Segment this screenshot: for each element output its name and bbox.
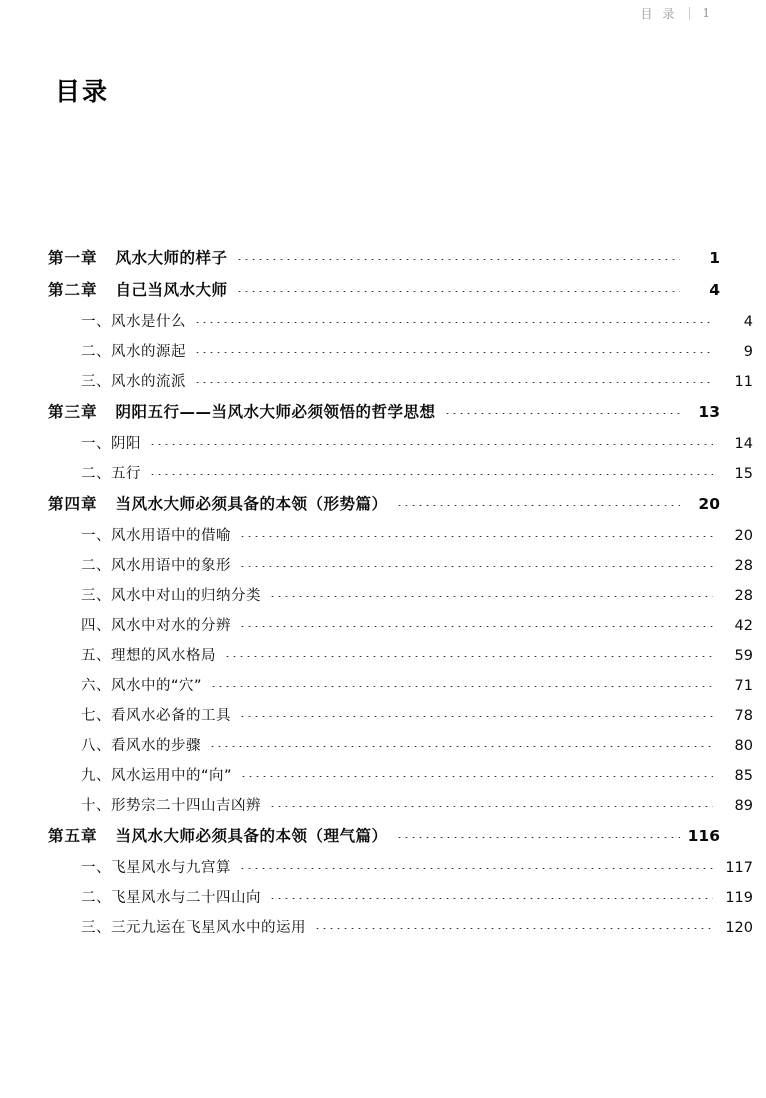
entry-label: 九、风水运用中的“向” [81,768,233,784]
running-header-page-number: 1 [702,6,710,20]
dot-leader [444,408,680,414]
toc-entry-chapter[interactable] [48,246,720,268]
entry-page-number: 13 [698,403,720,421]
toc-entry-section[interactable] [48,614,753,635]
entry-page-number: 4 [743,314,753,330]
chapter-number: 第三章 [48,403,98,421]
entry-label: 阴阳五行——当风水大师必须领悟的哲学思想 [115,403,436,421]
dot-leader [236,286,680,292]
entry-label: 风水大师的样子 [115,249,228,267]
entry-page-number: 80 [734,738,753,754]
dot-leader [269,801,713,807]
page-title: 目录 [55,77,110,106]
toc-entry-section[interactable] [48,524,753,545]
running-header [560,0,710,26]
entry-label: 一、风水是什么 [81,314,186,330]
toc-entry-section[interactable] [48,432,753,453]
running-header-text: 目 录 [640,6,678,21]
entry-label: 当风水大师必须具备的本领（形势篇） [115,495,388,513]
dot-leader [236,254,680,260]
chapter-number: 第二章 [48,281,98,299]
dot-leader [269,591,713,597]
toc-entry-section[interactable] [48,704,753,725]
dot-leader [239,621,713,627]
entry-page-number: 1 [709,249,720,267]
entry-label: 一、阴阳 [81,436,141,452]
dot-leader [209,741,713,747]
entry-page-number: 117 [725,860,753,876]
entry-page-number: 4 [709,281,720,299]
entry-page-number: 20 [734,528,753,544]
entry-label: 一、风水用语中的借喻 [81,528,231,544]
entry-label: 三、风水中对山的归纳分类 [81,588,261,604]
toc-entry-section[interactable] [48,856,753,877]
entry-label: 三、三元九运在飞星风水中的运用 [81,920,306,936]
dot-leader [239,863,713,869]
entry-page-number: 15 [734,466,753,482]
entry-page-number: 9 [743,344,753,360]
toc-entry-chapter[interactable] [48,824,720,846]
toc-entry-section[interactable] [48,584,753,605]
entry-page-number: 78 [734,708,753,724]
entry-label: 二、五行 [81,466,141,482]
entry-label: 四、风水中对水的分辨 [81,618,231,634]
toc-entry-chapter[interactable] [48,400,720,422]
entry-label: 二、飞星风水与二十四山向 [81,890,261,906]
chapter-number: 第一章 [48,249,98,267]
dot-leader [239,561,713,567]
entry-page-number: 119 [725,890,753,906]
toc-entry-section[interactable] [48,794,753,815]
toc-entry-section[interactable] [48,734,753,755]
dot-leader [149,469,713,475]
dot-leader [396,500,680,506]
entry-page-number: 20 [698,495,720,513]
toc-entry-chapter[interactable] [48,492,720,514]
entry-page-number: 14 [734,436,753,452]
dot-leader [314,923,713,929]
entry-label: 二、风水的源起 [81,344,186,360]
toc-entry-section[interactable] [48,310,753,331]
toc-entry-section[interactable] [48,340,753,361]
entry-page-number: 120 [725,920,753,936]
running-header-divider [689,7,690,20]
dot-leader [194,377,713,383]
entry-page-number: 71 [734,678,753,694]
entry-label: 一、飞星风水与九宫算 [81,860,231,876]
dot-leader [239,531,713,537]
entry-page-number: 42 [734,618,753,634]
entry-label: 五、理想的风水格局 [81,648,216,664]
entry-page-number: 116 [687,827,720,845]
entry-page-number: 85 [734,768,753,784]
toc-entry-section[interactable] [48,674,753,695]
dot-leader [239,711,713,717]
toc-entry-section[interactable] [48,916,753,937]
entry-label: 七、看风水必备的工具 [81,708,231,724]
entry-label: 二、风水用语中的象形 [81,558,231,574]
toc-entry-section[interactable] [48,886,753,907]
dot-leader [149,439,713,445]
entry-label: 当风水大师必须具备的本领（理气篇） [115,827,388,845]
dot-leader [194,347,713,353]
entry-page-number: 11 [734,374,753,390]
toc-entry-chapter[interactable] [48,278,720,300]
chapter-number: 第四章 [48,495,98,513]
toc-entry-section[interactable] [48,554,753,575]
entry-page-number: 28 [734,558,753,574]
entry-page-number: 59 [734,648,753,664]
dot-leader [224,651,713,657]
entry-label: 自己当风水大师 [115,281,228,299]
toc-list [48,240,753,946]
dot-leader [210,681,713,687]
toc-entry-section[interactable] [48,764,753,785]
dot-leader [194,317,713,323]
dot-leader [240,771,713,777]
entry-label: 十、形势宗二十四山吉凶辨 [81,798,261,814]
toc-entry-section[interactable] [48,370,753,391]
entry-label: 六、风水中的“穴” [81,678,203,694]
dot-leader [396,832,680,838]
entry-page-number: 28 [734,588,753,604]
entry-label: 三、风水的流派 [81,374,186,390]
entry-label: 八、看风水的步骤 [81,738,201,754]
entry-page-number: 89 [734,798,753,814]
toc-entry-section[interactable] [48,644,753,665]
chapter-number: 第五章 [48,827,98,845]
dot-leader [269,893,713,899]
toc-entry-section[interactable] [48,462,753,483]
